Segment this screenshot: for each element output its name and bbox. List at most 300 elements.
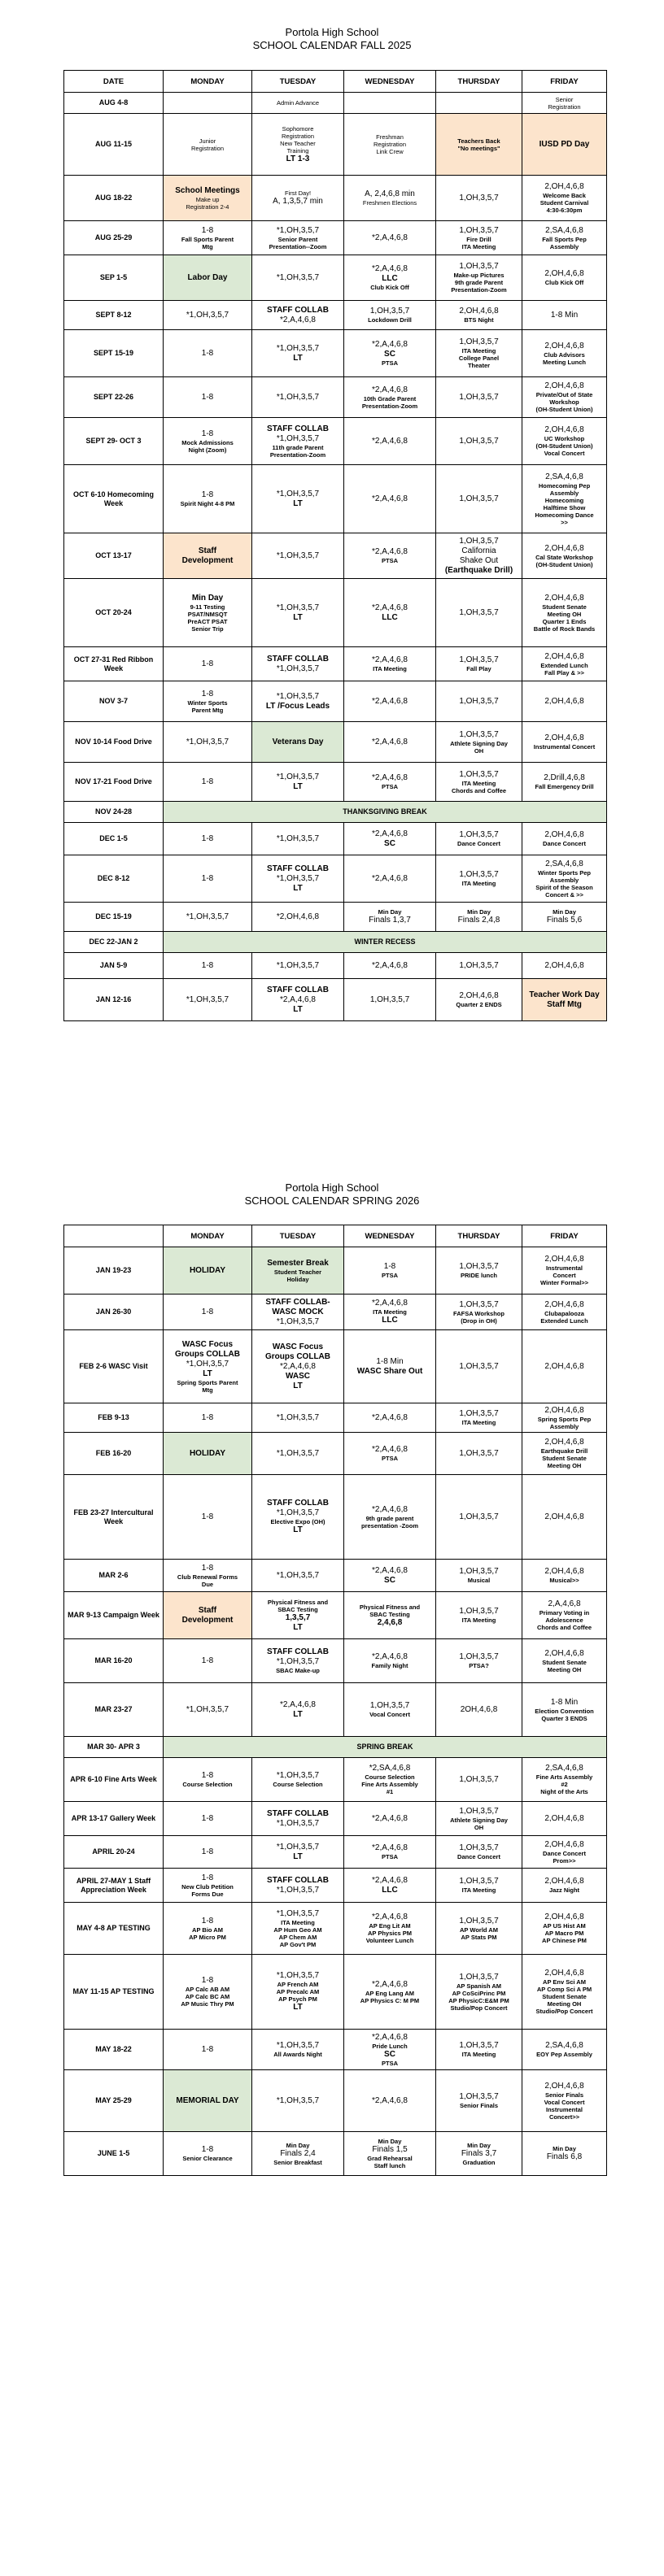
day-cell-tuesday <box>252 1955 344 2030</box>
cell-line: 2,SA,4,6,8 <box>545 472 583 481</box>
cell-line: LT <box>293 1525 303 1534</box>
day-cell-thursday <box>436 763 522 802</box>
cell-line: AP CoSciPrinc PM <box>452 1989 506 1997</box>
week-date: NOV 10-14 Food Drive <box>64 722 164 763</box>
week-date: MAR 23-27 <box>64 1683 164 1737</box>
day-cell-tuesday <box>252 1683 344 1737</box>
cell-line: Athlete Signing Day <box>450 739 508 747</box>
day-cell-wednesday <box>344 647 436 681</box>
cell-line: Instrumental <box>545 2105 583 2113</box>
cell-line: 11th grade Parent <box>272 443 324 451</box>
cell-line: Min Day <box>467 2141 491 2149</box>
cell-line: 2,OH,4,6,8 <box>544 1438 584 1447</box>
cell-line: EOY Pep Assembly <box>536 2051 592 2058</box>
cell-line: *2,A,4,6,8 <box>372 1875 408 1885</box>
week-row <box>64 1433 607 1475</box>
cell-line: *2,A,4,6,8 <box>372 873 408 883</box>
day-cell-thursday <box>436 1758 522 1802</box>
cell-line: Finals 6,8 <box>546 2152 583 2161</box>
cell-line: 2,OH,4,6,8 <box>544 269 584 278</box>
day-cell-monday <box>164 1903 252 1955</box>
cell-line: AP Eng Lit AM <box>369 1922 411 1930</box>
week-date: DEC 22-JAN 2 <box>64 932 164 953</box>
cell-line: Winter Sports Pep <box>538 868 591 877</box>
week-date: FEB 16-20 <box>64 1433 164 1475</box>
day-cell-monday <box>164 2132 252 2176</box>
cell-line: *1,OH,3,5,7 <box>276 1316 320 1326</box>
cell-line: Graduation <box>462 2158 496 2166</box>
cell-line: New Club Petition <box>181 1882 234 1891</box>
day-cell-monday <box>164 903 252 932</box>
cell-line: Meeting OH <box>547 1665 582 1673</box>
cell-line: AP Calc AB AM <box>185 1986 230 1993</box>
day-cell-monday <box>164 1403 252 1433</box>
cell-line: BTS Night <box>464 316 494 324</box>
fall-calendar-heading <box>0 26 664 52</box>
cell-line: *1,OH,3,5,7 <box>276 2095 320 2105</box>
day-cell-friday <box>522 255 607 301</box>
cell-line: 2,OH,4,6,8 <box>544 1648 584 1658</box>
day-cell-friday <box>522 855 607 903</box>
column-header-date <box>64 1225 164 1247</box>
day-cell-wednesday <box>344 221 436 255</box>
cell-line: 1-8 <box>201 2044 214 2054</box>
day-cell-thursday <box>436 255 522 301</box>
day-cell-wednesday <box>344 979 436 1021</box>
cell-line: *2,A,4,6,8 <box>372 494 408 503</box>
day-cell-friday <box>522 1295 607 1330</box>
week-date: MAR 2-6 <box>64 1560 164 1592</box>
cell-line: AP Calc BC AM <box>185 1993 230 2000</box>
cell-line: Vocal Concert <box>369 1711 410 1718</box>
cell-line: AP Env Sci AM <box>543 1978 586 1986</box>
cell-line: Mock Admissions <box>181 438 234 446</box>
cell-line: Fall Play <box>466 665 491 672</box>
cell-line: 2,Drill,4,6,8 <box>544 773 585 782</box>
cell-line: Physical Fitness and <box>267 1598 329 1606</box>
cell-line: Admin Advance <box>276 99 320 107</box>
day-cell-friday <box>522 377 607 418</box>
cell-line: Min Day <box>378 2138 402 2145</box>
week-row <box>64 533 607 579</box>
cell-line: PTSA <box>381 2059 398 2067</box>
cell-line: Clubapalooza <box>544 1309 584 1317</box>
day-cell-tuesday <box>252 1836 344 1869</box>
cell-line: Freshman <box>376 133 404 141</box>
cell-line: Sophomore <box>282 124 314 133</box>
cell-line: WASC Share Out <box>356 1366 423 1376</box>
cell-line: *2,A,4,6,8 <box>372 2095 408 2105</box>
cell-line: STAFF COLLAB <box>267 1808 329 1818</box>
cell-line: ITA Meeting <box>461 1617 496 1624</box>
column-header-wednesday: WEDNESDAY <box>344 1225 436 1247</box>
day-cell-monday <box>164 255 252 301</box>
cell-line: Chords and Coffee <box>451 786 507 794</box>
cell-line: LT <box>293 1709 303 1719</box>
cell-line: Labor Day <box>187 272 228 282</box>
cell-line: Presentation-Zoom <box>269 450 326 459</box>
cell-line: 1-8 <box>201 1847 214 1856</box>
week-row <box>64 2070 607 2132</box>
cell-line: AP PhysicC:E&M PM <box>448 1996 509 2004</box>
cell-line: *1,OH,3,5,7 <box>276 272 320 282</box>
cell-line: Student Senate <box>542 1658 587 1666</box>
cell-line: *1,OH,3,5,7 <box>276 225 320 235</box>
cell-line: 2,SA,4,6,8 <box>545 1764 583 1773</box>
day-cell-thursday <box>436 176 522 221</box>
cell-line: AP Music Thry PM <box>181 2000 234 2008</box>
cell-line: LLC <box>382 1885 398 1895</box>
cell-line: Vocal Concert <box>544 2098 585 2106</box>
week-row <box>64 2132 607 2176</box>
cell-line: SC <box>384 350 395 359</box>
cell-line: Earthquake Drill <box>540 1447 588 1455</box>
day-cell-monday <box>164 647 252 681</box>
cell-line: LT <box>293 1622 303 1632</box>
cell-line: Meeting OH <box>547 2000 582 2008</box>
day-cell-monday <box>164 722 252 763</box>
day-cell-monday <box>164 1836 252 1869</box>
cell-line: (OH-Student Union) <box>535 560 593 568</box>
cell-line: School Meetings <box>175 185 240 195</box>
day-cell-monday <box>164 1295 252 1330</box>
cell-line: Dance Concert <box>457 1853 500 1860</box>
cell-line: *1,OH,3,5,7 <box>276 550 320 560</box>
cell-line: 2,OH,4,6,8 <box>544 2081 584 2091</box>
cell-line: Dance Concert <box>543 840 586 847</box>
day-cell-friday <box>522 681 607 722</box>
day-cell-friday <box>522 722 607 763</box>
week-row <box>64 647 607 681</box>
day-cell-wednesday <box>344 465 436 533</box>
cell-line: 2,OH,4,6,8 <box>544 733 584 742</box>
cell-line: 1,OH,3,5,7 <box>459 607 499 617</box>
cell-line: 2,SA,4,6,8 <box>545 859 583 868</box>
cell-line: LLC <box>382 274 398 283</box>
column-header-monday: MONDAY <box>164 71 252 93</box>
day-cell-friday <box>522 1802 607 1836</box>
day-cell-friday <box>522 1475 607 1560</box>
day-cell-tuesday <box>252 1295 344 1330</box>
cell-line: STAFF COLLAB <box>267 305 329 315</box>
day-cell-thursday <box>436 903 522 932</box>
cell-line: LT <box>293 883 303 893</box>
cell-line: LT /Focus Leads <box>265 701 330 711</box>
cell-line: AP French AM <box>277 1981 319 1988</box>
cell-line: ITA Meeting <box>461 1886 496 1894</box>
cell-line: WASC MOCK <box>272 1307 324 1316</box>
day-cell-thursday <box>436 2030 522 2070</box>
cell-line: 1,OH,3,5,7 <box>459 1512 499 1521</box>
cell-line: 2,SA,4,6,8 <box>545 2041 583 2050</box>
cell-line: Private/Out of State <box>535 391 593 398</box>
day-cell-thursday <box>436 1592 522 1639</box>
cell-line: 1,OH,3,5,7 <box>369 1701 410 1710</box>
cell-line: AP Micro PM <box>189 1933 226 1941</box>
cell-line: HOLIDAY <box>189 1265 226 1275</box>
week-row <box>64 579 607 647</box>
cell-line: WASC Focus <box>272 1342 324 1351</box>
day-cell-monday <box>164 1869 252 1903</box>
cell-line: PRIDE lunch <box>460 1272 497 1279</box>
day-cell-wednesday <box>344 93 436 114</box>
cell-line: AP Physics C: M PM <box>360 1996 420 2004</box>
cell-line: 1-8 <box>201 2145 214 2154</box>
cell-line: *1,OH,3,5,7 <box>276 1971 320 1980</box>
cell-line: Min Day <box>191 593 224 603</box>
day-cell-wednesday <box>344 1955 436 2030</box>
week-row <box>64 377 607 418</box>
day-cell-wednesday <box>344 953 436 979</box>
cell-line: Teachers Back <box>457 137 500 145</box>
cell-line: Election Convention <box>535 1707 594 1715</box>
cell-line: SC <box>384 2049 395 2059</box>
day-cell-thursday <box>436 1955 522 2030</box>
cell-line: 1,OH,3,5,7 <box>459 830 499 839</box>
day-cell-wednesday <box>344 1330 436 1403</box>
cell-line: PTSA <box>381 1853 398 1860</box>
day-cell-wednesday <box>344 1869 436 1903</box>
cell-line: 1-8 <box>201 1916 214 1925</box>
cell-line: 2,OH,4,6,8 <box>544 593 584 603</box>
cell-line: Spring Sports Parent <box>177 1378 238 1386</box>
day-cell-wednesday <box>344 301 436 330</box>
week-date: AUG 18-22 <box>64 176 164 221</box>
cell-line: *1,OH,3,5,7 <box>276 603 320 612</box>
cell-line: Junior <box>199 137 216 145</box>
cell-line: Dance Concert <box>543 1849 586 1857</box>
cell-line: *2,A,4,6,8 <box>372 233 408 242</box>
day-cell-tuesday <box>252 681 344 722</box>
cell-line: Course Selection <box>182 1781 233 1788</box>
cell-line: (Drop in OH) <box>461 1316 497 1325</box>
day-cell-thursday <box>436 377 522 418</box>
day-cell-thursday <box>436 221 522 255</box>
cell-line: LT <box>293 498 303 508</box>
cell-line: Senior Trip <box>191 624 224 633</box>
day-cell-thursday <box>436 1869 522 1903</box>
cell-line: (OH-Student Union) <box>535 442 593 450</box>
cell-line: Assembly <box>549 876 579 884</box>
cell-line: AP Precalc AM <box>276 1988 320 1995</box>
cell-line: UC Workshop <box>544 435 585 442</box>
cell-line: *1,OH,3,5,7 <box>276 664 320 673</box>
cell-line: 2,OH,4,6,8 <box>544 1877 584 1886</box>
cell-line: AP Comp Sci A PM <box>536 1986 592 1993</box>
cell-line: Registration 2-4 <box>186 202 229 211</box>
day-cell-tuesday <box>252 979 344 1021</box>
cell-line: New Teacher <box>280 139 316 147</box>
cell-line: *1,OH,3,5,7 <box>186 912 229 921</box>
cell-line: *2,A,4,6,8 <box>280 315 316 324</box>
day-cell-monday <box>164 418 252 465</box>
cell-line: Groups COLLAB <box>265 1351 330 1361</box>
cell-line: Theater <box>467 362 491 369</box>
day-cell-wednesday <box>344 681 436 722</box>
cell-line: Vocal Concert <box>544 450 585 457</box>
cell-line: Quarter 1 Ends <box>542 617 587 625</box>
cell-line: WASC <box>286 1371 310 1381</box>
cell-line: 1,OH,3,5,7 <box>459 960 499 970</box>
calendar-subtitle: SCHOOL CALENDAR FALL 2025 <box>252 39 412 51</box>
break-banner: THANKSGIVING BREAK <box>164 802 607 823</box>
day-cell-wednesday <box>344 1433 436 1475</box>
cell-line: Finals 3,7 <box>461 2148 497 2158</box>
week-date: DEC 1-5 <box>64 823 164 855</box>
cell-line: LT <box>293 1381 303 1390</box>
cell-line: A, 2,4,6,8 min <box>365 189 415 198</box>
day-cell-wednesday <box>344 377 436 418</box>
cell-line: Freshmen Elections <box>362 199 417 207</box>
week-date: DEC 15-19 <box>64 903 164 932</box>
day-cell-thursday <box>436 1560 522 1592</box>
cell-line: presentation -Zoom <box>360 1521 418 1530</box>
cell-line: Spirit Night 4-8 PM <box>180 500 235 507</box>
school-name: Portola High School <box>285 1181 379 1194</box>
cell-line: FAFSA Workshop <box>453 1309 505 1317</box>
calendar-subtitle: SCHOOL CALENDAR SPRING 2026 <box>244 1194 420 1207</box>
cell-line: Instrumental Concert <box>533 743 596 751</box>
cell-line: Fire Drill <box>466 235 491 243</box>
cell-line: Welcome Back <box>543 192 586 199</box>
cell-line: ITA Meeting <box>281 1918 315 1926</box>
cell-line: WASC Focus <box>181 1339 234 1349</box>
cell-line: 2,OH,4,6,8 <box>544 182 584 191</box>
cell-line: Battle of Rock Bands <box>533 624 596 633</box>
week-row <box>64 93 607 114</box>
day-cell-friday <box>522 579 607 647</box>
day-cell-monday <box>164 114 252 176</box>
cell-line: LT <box>293 2003 303 2012</box>
week-row <box>64 418 607 465</box>
day-cell-friday <box>522 1433 607 1475</box>
week-date: AUG 11-15 <box>64 114 164 176</box>
cell-line: *2,A,4,6,8 <box>372 773 408 782</box>
day-cell-tuesday <box>252 176 344 221</box>
cell-line: *2,A,4,6,8 <box>372 1445 408 1454</box>
cell-line: 1-8 <box>201 1563 214 1573</box>
cell-line: Training <box>286 146 309 154</box>
cell-line: *2,OH,4,6,8 <box>276 912 320 921</box>
cell-line: Meeting Lunch <box>543 358 586 366</box>
cell-line: Prom>> <box>553 1856 576 1865</box>
day-cell-friday <box>522 1955 607 2030</box>
cell-line: Night (Zoom) <box>188 446 227 454</box>
day-cell-monday <box>164 1592 252 1639</box>
day-cell-monday <box>164 579 252 647</box>
cell-line: Link Crew <box>376 148 404 155</box>
cell-line: Staff Mtg <box>547 999 582 1009</box>
cell-line: ITA Meeting <box>461 779 496 787</box>
day-cell-tuesday <box>252 1903 344 1955</box>
week-row <box>64 953 607 979</box>
day-cell-thursday <box>436 2132 522 2176</box>
day-cell-thursday <box>436 1475 522 1560</box>
cell-line: 1,OH,3,5,7 <box>459 1806 499 1816</box>
day-cell-monday <box>164 1683 252 1737</box>
week-date: JAN 12-16 <box>64 979 164 1021</box>
cell-line: Primary Voting in <box>539 1609 590 1617</box>
cell-line: 2,OH,4,6,8 <box>544 341 584 350</box>
day-cell-friday <box>522 1903 607 1955</box>
cell-line: Fine Arts Assembly <box>535 1773 593 1781</box>
cell-line: 1-8 <box>201 777 214 786</box>
cell-line: 2,OH,4,6,8 <box>544 1405 584 1415</box>
cell-line: LT <box>293 1852 303 1861</box>
cell-line: HOLIDAY <box>189 1448 226 1458</box>
cell-line: IUSD PD Day <box>539 139 590 149</box>
cell-line: 1,OH,3,5,7 <box>459 2092 499 2101</box>
cell-line: *1,OH,3,5,7 <box>186 737 229 746</box>
cell-line: AP Physics PM <box>367 1930 413 1937</box>
cell-line: Homecoming Dance <box>535 511 594 519</box>
cell-line: Quarter 3 ENDS <box>541 1714 588 1722</box>
day-cell-monday <box>164 2030 252 2070</box>
day-cell-wednesday <box>344 903 436 932</box>
cell-line: LT <box>203 1368 212 1378</box>
cell-line: #2 <box>561 1781 568 1788</box>
week-date: MAY 4-8 AP TESTING <box>64 1903 164 1955</box>
cell-line: Presentation--Zoom <box>269 242 327 250</box>
cell-line: 1,OH,3,5,7 <box>459 1843 499 1852</box>
cell-line: PTSA <box>381 1455 398 1462</box>
week-date: SEPT 15-19 <box>64 330 164 377</box>
week-row <box>64 1683 607 1737</box>
cell-line: 1-8 <box>201 960 214 970</box>
day-cell-tuesday <box>252 330 344 377</box>
cell-line: Extended Lunch <box>540 1316 588 1325</box>
cell-line: Finals 1,3,7 <box>369 916 411 925</box>
cell-line: Registration <box>281 132 315 140</box>
day-cell-friday <box>522 176 607 221</box>
day-cell-friday <box>522 93 607 114</box>
cell-line: AP Spanish AM <box>456 1982 501 1990</box>
cell-line: 2,OH,4,6,8 <box>544 1512 584 1521</box>
fall-calendar-table <box>63 70 607 1021</box>
cell-line: 2,4,6,8 <box>377 1617 403 1627</box>
cell-line: AP Stats PM <box>461 1933 497 1941</box>
week-row <box>64 855 607 903</box>
week-row <box>64 1560 607 1592</box>
cell-line: 2,OH,4,6,8 <box>544 543 584 553</box>
cell-line: *1,OH,3,5,7 <box>276 392 320 402</box>
cell-line: 1-8 <box>201 1656 214 1665</box>
day-cell-wednesday <box>344 1903 436 1955</box>
week-date: FEB 23-27 Intercultural Week <box>64 1475 164 1560</box>
column-header-friday: FRIDAY <box>522 1225 607 1247</box>
cell-line: *2,A,4,6,8 <box>372 1912 408 1921</box>
week-row <box>64 802 607 823</box>
cell-line: *1,OH,3,5,7 <box>276 1448 320 1458</box>
day-cell-monday <box>164 377 252 418</box>
cell-line: AP World AM <box>460 1925 498 1934</box>
break-banner: WINTER RECESS <box>164 932 607 953</box>
cell-line: STAFF COLLAB <box>267 654 329 664</box>
day-cell-thursday <box>436 465 522 533</box>
cell-line: OH <box>474 1823 484 1831</box>
cell-line: 1-8 <box>383 1262 396 1271</box>
day-cell-tuesday <box>252 1592 344 1639</box>
cell-line: Night of the Arts <box>540 1788 588 1795</box>
cell-line: 1-8 <box>201 1307 214 1316</box>
cell-line: PSAT/NMSQT <box>187 610 228 618</box>
cell-line: 9th grade parent <box>365 1514 414 1522</box>
cell-line: Min Day <box>286 2141 310 2149</box>
cell-line: Club Advisors <box>544 350 585 359</box>
cell-line: Min Day <box>467 908 491 916</box>
cell-line: AP Gov't PM <box>279 1940 317 1948</box>
day-cell-friday <box>522 1330 607 1403</box>
